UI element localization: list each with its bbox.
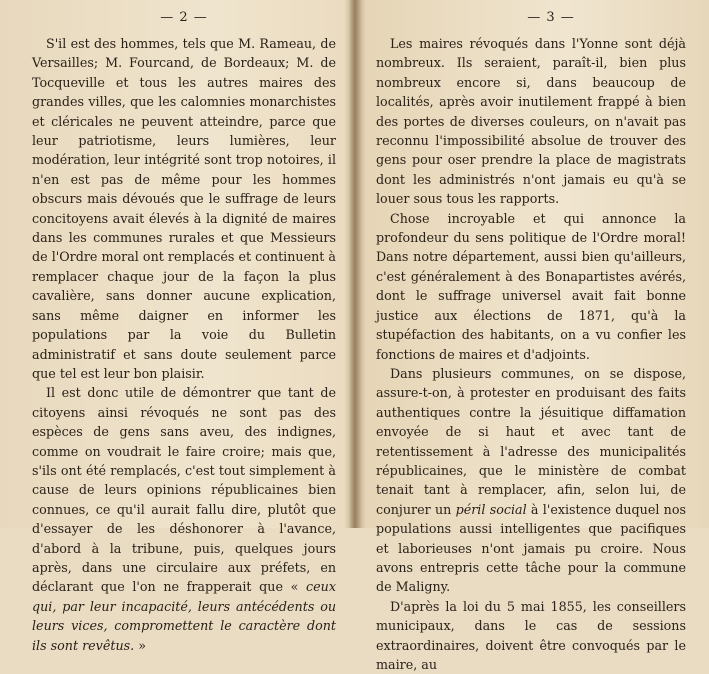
paragraph: Chose incroyable et qui annonce la profondeur du sens politique de l'Ordre moral! Dans notre département, aussi bien qu'ailleurs, c'est généralement à des Bonapartistes avérés, dont le suffrage universel avait fait bonne justice aux élections de 1871, qu'à la stupéfaction des habitants, on a vu confier les fonctions de maires et d'adjoints. <box>376 210 686 362</box>
paragraph: Dans plusieurs communes, on se dispose, assure-t-on, à protester en produisant des faits authentiques contre la jésuitique diffamation envoyée de si haut et avec tant de retentissement à l'adresse des municipalités républicaines, que le ministère de combat tenait tant à remplacer, afin, selon lui, de conjurer un péril social à l'existence duquel nos populations aussi intelligentes que pacifiques et laborieuses n'ont jamais pu croire. Nous avons entrepris cette tâche pour la commune de Maligny. <box>376 365 687 595</box>
paragraph: D'après la loi du 5 mai 1855, les conseillers municipaux, dans le cas de sessions extraordinaires, doivent être convoqués par le maire, au <box>376 598 686 672</box>
page-number: — 2 — <box>160 10 208 25</box>
left-page <box>0 0 354 653</box>
italic-phrase: péril social <box>455 501 527 517</box>
paragraph: Il est donc utile de démontrer que tant de citoyens ainsi révoqués ne sont pas des espèces de gens sans aveu, des indignes, comme on voudrait le faire croire; mais que, s'ils ont été remplacés, c'est tout simplement à cause de leurs opinions républicaines bien connues, ce qu'il aurait fallu dire, plutôt que d'essayer de les déshonorer à l'avance, d'abord à la tribune, puis, quelques jours après, dans une circulaire aux préfets, en déclarant que l'on ne frapperait que « ceux qui, par leur incapacité, leurs antécédents ou leurs vices, compromettent le caractère dont ils sont revêtus. » <box>32 385 336 653</box>
italic-quote: ceux qui, par leur incapacité, leurs antécédents ou leurs vices, compromettent le caractère dont ils sont revêtus. <box>32 579 336 653</box>
page-number: — 3 — <box>527 10 575 25</box>
page-text <box>376 34 686 674</box>
paragraph: S'il est des hommes, tels que M. Rameau, de Versailles; M. Fourcand, de Bordeaux; M. de Tocqueville et tous les autres maires des grandes villes, que les calomnies monarchistes et cléricales ne peuvent atteindre, parce que leur patriotisme, leurs lumières, leur modération, leur intégrité sont trop notoires, il n'en est pas de même pour les hommes obscurs mais dévoués que le suffrage de leurs concitoyens avait élevés à la dignité de maires dans les communes rurales et que Messieurs de l'Ordre moral ont remplacés et continuent à remplacer chaque jour de la façon la plus cavalière, sans donner aucune explication, sans même daigner en informer les populations par la voie du Bulletin administratif et sans doute seulement parce que tel est leur bon plaisir. <box>32 36 336 381</box>
page-text <box>32 34 336 655</box>
right-page <box>354 0 708 672</box>
paragraph: Les maires révoqués dans l'Yonne sont déjà nombreux. Ils seraient, paraît-il, bien plus nombreux encore si, dans beaucoup de localités, après avoir inutilement frappé à bien des portes de diverses couleurs, on n'avait pas reconnu l'impossibilité absolue de trouver des gens pour oser prendre la place de magistrats dont les administrés n'ont jamais eu qu'à se louer sous tous les rapports. <box>376 36 686 207</box>
